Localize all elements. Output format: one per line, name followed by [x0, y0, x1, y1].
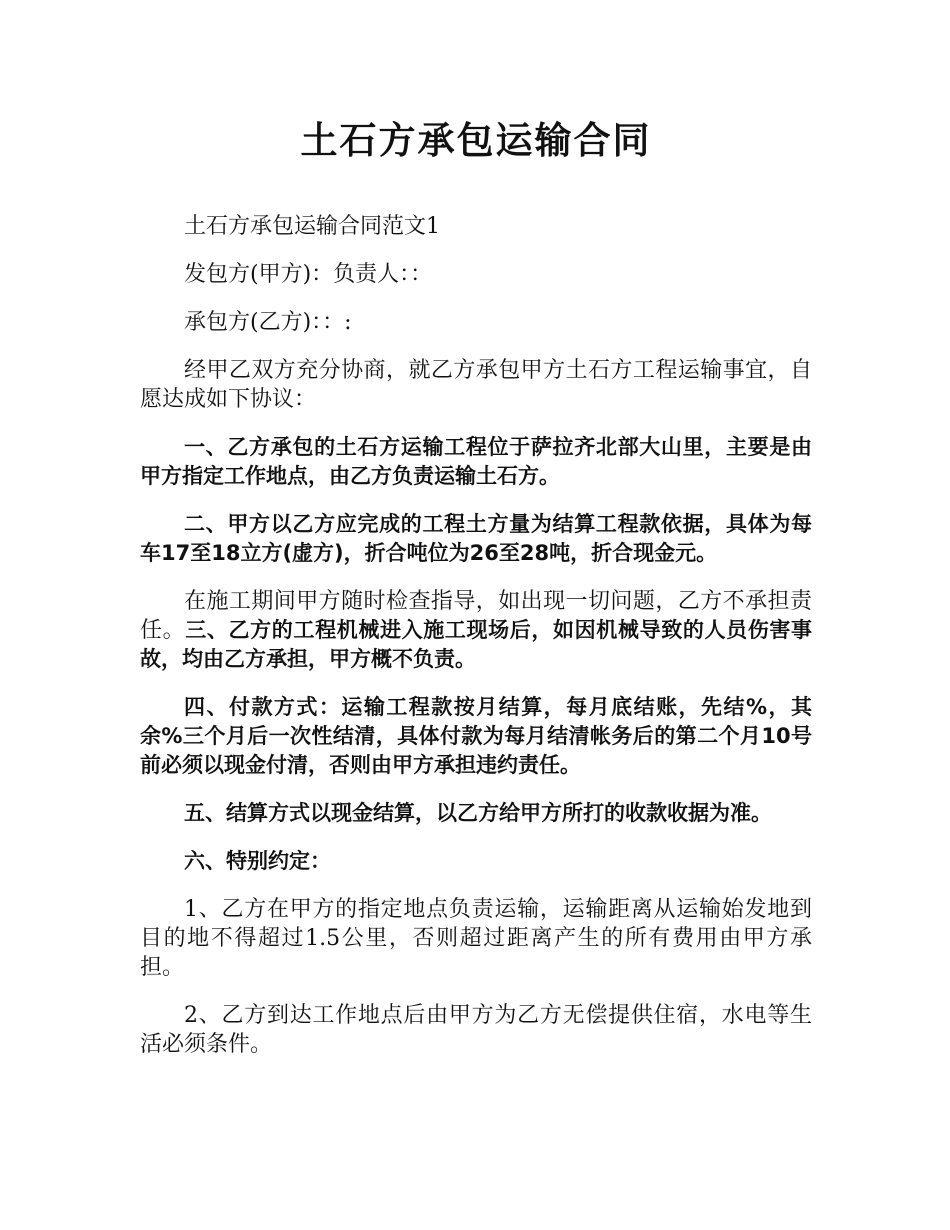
- clause-1: 一、乙方承包的土石方运输工程位于萨拉齐北部大山里，主要是由甲方指定工作地点，由乙方负责运输土石方。: [140, 435, 812, 488]
- clause-2: 二、甲方以乙方应完成的工程土方量为结算工程款依据，具体为每车17至18立方(虚方)，折合吨位为26至28吨，折合现金元。: [140, 512, 812, 565]
- document-body: [140, 112, 812, 1078]
- party-b-line: 承包方(乙方)：：:: [184, 310, 352, 335]
- clause-6-heading: 六、特别约定：: [184, 849, 331, 873]
- document-title: 土石方承包运输合同: [300, 119, 652, 162]
- intro-paragraph: 经甲乙双方充分协商，就乙方承包甲方土石方工程运输事宜，自愿达成如下协议：: [140, 358, 812, 412]
- subtitle: 土石方承包运输合同范文1: [184, 214, 440, 239]
- special-item-1: 1、乙方在甲方的指定地点负责运输，运输距离从运输始发地到目的地不得超过1.5公里，否则超过距离产生的所有费用由甲方承担。: [140, 897, 812, 980]
- clause-inspection-text: 在施工期间甲方随时检查指导，如出现一切问题，乙方不承担责任。: [140, 589, 812, 643]
- clause-5: 五、结算方式以现金结算，以乙方给甲方所打的收款收据为准。: [184, 801, 772, 825]
- special-item-2: 2、乙方到达工作地点后由甲方为乙方无偿提供住宿，水电等生活必须条件。: [140, 1003, 812, 1057]
- clause-inspection-and-3: [140, 587, 812, 674]
- clause-4: 四、付款方式：运输工程款按月结算，每月底结账，先结%，其余%三个月后一次性结清，具体付款为每月结清帐务后的第二个月10号前必须以现金付清，否则由甲方承担违约责任。: [140, 695, 812, 777]
- party-a-line: 发包方(甲方)：负责人：：: [184, 262, 433, 287]
- clause-3-text: 三、乙方的工程机械进入施工现场后，如因机械导致的人员伤害事故，均由乙方承担，甲方概不负责。: [140, 618, 812, 671]
